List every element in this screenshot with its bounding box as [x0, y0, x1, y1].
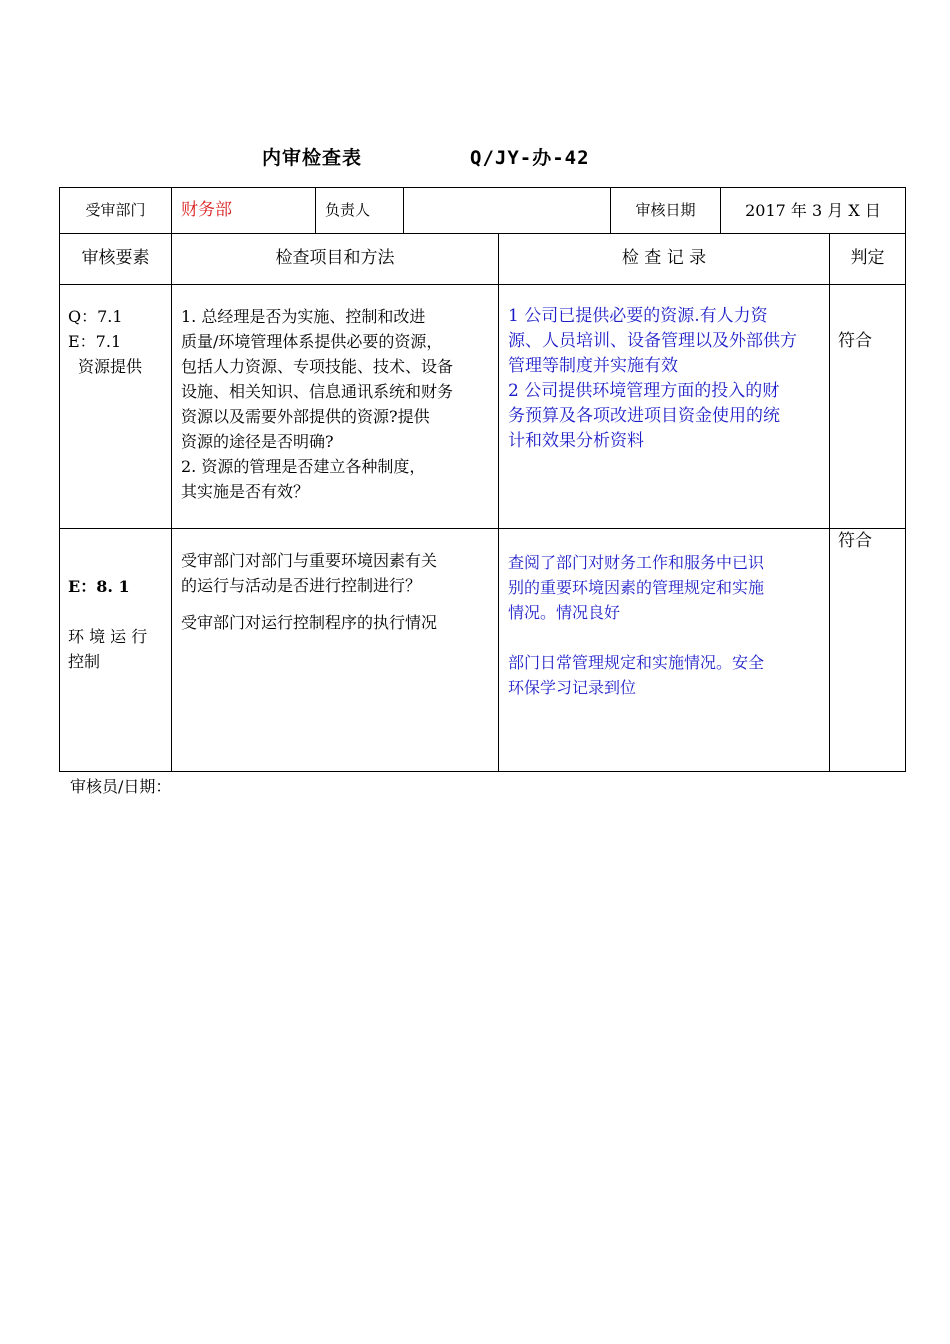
- table-border: [59, 233, 906, 234]
- row-1-method: 1. 总经理是否为实施、控制和改进 质量/环境管理体系提供必要的资源， 包括人力资源、专项技能、技术、设备 设施、相关知识、信息通讯系统和财务 资源以及需要外部提供的资源?提供 资源的途径是否明确? 2. 资源的管理是否建立各种制度， 其实施是否有效？: [181, 307, 454, 501]
- date-label: 审核日期: [635, 201, 696, 219]
- table-border: [59, 771, 906, 772]
- dept-value: 财务部: [181, 200, 232, 220]
- table-border: [403, 187, 404, 233]
- column-header-verdict: 判定: [850, 248, 885, 268]
- row-1-element: Q：7.1 E：7.1 资源提供: [68, 307, 143, 376]
- row-2-record: 查阅了部门对财务工作和服务中已识 别的重要环境因素的管理规定和实施 情况。情况良好 部门日常管理规定和实施情况。安全 环保学习记录到位: [508, 553, 765, 697]
- column-header-record: 检 查 记 录: [621, 248, 707, 268]
- row-1-verdict: 符合: [838, 331, 872, 351]
- table-border: [498, 233, 499, 772]
- column-header-method: 检查项目和方法: [275, 248, 395, 268]
- auditor-date-label: 审核员/日期：: [70, 777, 172, 796]
- date-value: 2017 年 3 月 X 日: [745, 201, 881, 220]
- owner-label: 负责人: [325, 201, 371, 219]
- row-1-record: 1 公司已提供必要的资源.有人力资 源、人员培训、设备管理以及外部供方 管理等制度并实施有效 2 公司提供环境管理方面的投入的财 务预算及各项改进项目资金使用的统 计和效果分析资料: [508, 306, 797, 451]
- table-border: [59, 528, 906, 529]
- table-border: [171, 187, 172, 772]
- column-header-element: 审核要素: [81, 248, 150, 268]
- row-2-element: E：8. 1 环 境 运 行 控制: [68, 577, 148, 671]
- row-2-method: 受审部门对部门与重要环境因素有关 的运行与活动是否进行控制进行？ 受审部门对运行控制程序的执行情况: [181, 551, 438, 632]
- table-border: [59, 187, 906, 188]
- table-border: [59, 187, 60, 772]
- table-border: [905, 187, 906, 772]
- row-2-verdict: 符合: [838, 531, 872, 551]
- page-title: 内审检查表: [262, 147, 363, 169]
- dept-label: 受审部门: [85, 201, 146, 219]
- table-border: [315, 187, 316, 233]
- document-code: Q/JY-办-42: [470, 147, 590, 169]
- table-border: [59, 284, 906, 285]
- table-border: [829, 233, 830, 772]
